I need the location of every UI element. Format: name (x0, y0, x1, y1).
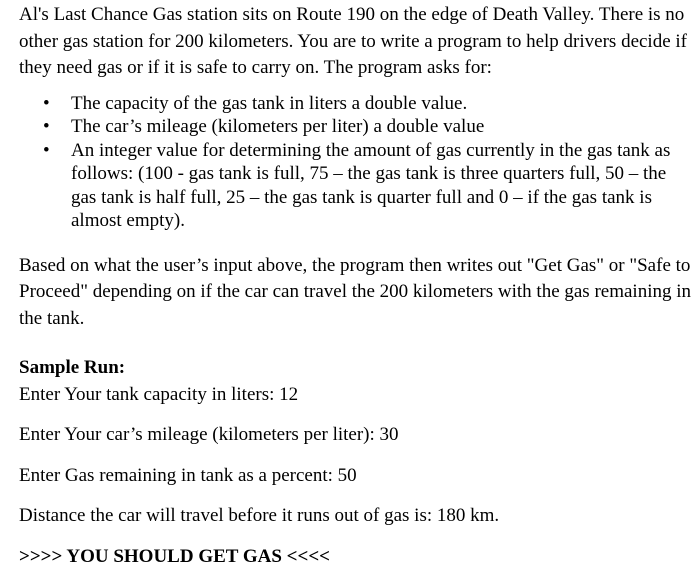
sample-line-remaining: Enter Gas remaining in tank as a percent: 50 (19, 464, 357, 486)
list-item (19, 92, 686, 116)
bullet-text: The car’s mileage (kilometers per liter) a double value (71, 116, 485, 137)
sample-line-distance: Distance the car will travel before it runs out of gas is: 180 km. (19, 505, 500, 526)
intro-paragraph: Al's Last Chance Gas station sits on Route 190 on the edge of Death Valley. There is no other gas station for 200 kilometers. You are to write a program to help drivers decide if they need gas or if it is safe to carry on. The program asks for: (19, 4, 687, 78)
outcome-paragraph: Based on what the user’s input above, the program then writes out "Get Gas" or "Safe to Proceed" depending on if the car can travel the 200 kilometers with the gas remaining in the tank. (19, 254, 692, 329)
input-requirements-list (19, 92, 700, 233)
sample-run-title: Sample Run: (19, 357, 126, 378)
bullet-text: An integer value for determining the amount of gas currently in the gas tank as follows: (100 - gas tank is full, 75 – the gas tank is three quarters full, 50 – the gas tank is half full, 25 – the gas tank is quarter full and 0 – if the gas tank is almost empty). (71, 139, 671, 231)
bullet-icon: • (43, 139, 50, 161)
bullet-icon: • (43, 116, 50, 137)
bullet-text: The capacity of the gas tank in liters a double value. (71, 92, 468, 114)
sample-line-capacity: Enter Your tank capacity in liters: 12 (19, 383, 299, 405)
sample-result-message: >>>> YOU SHOULD GET GAS <<<< (19, 545, 330, 567)
list-item (19, 139, 686, 233)
bullet-icon: • (43, 92, 50, 114)
sample-line-mileage: Enter Your car’s mileage (kilometers per liter): 30 (19, 424, 399, 445)
list-item (19, 115, 686, 139)
